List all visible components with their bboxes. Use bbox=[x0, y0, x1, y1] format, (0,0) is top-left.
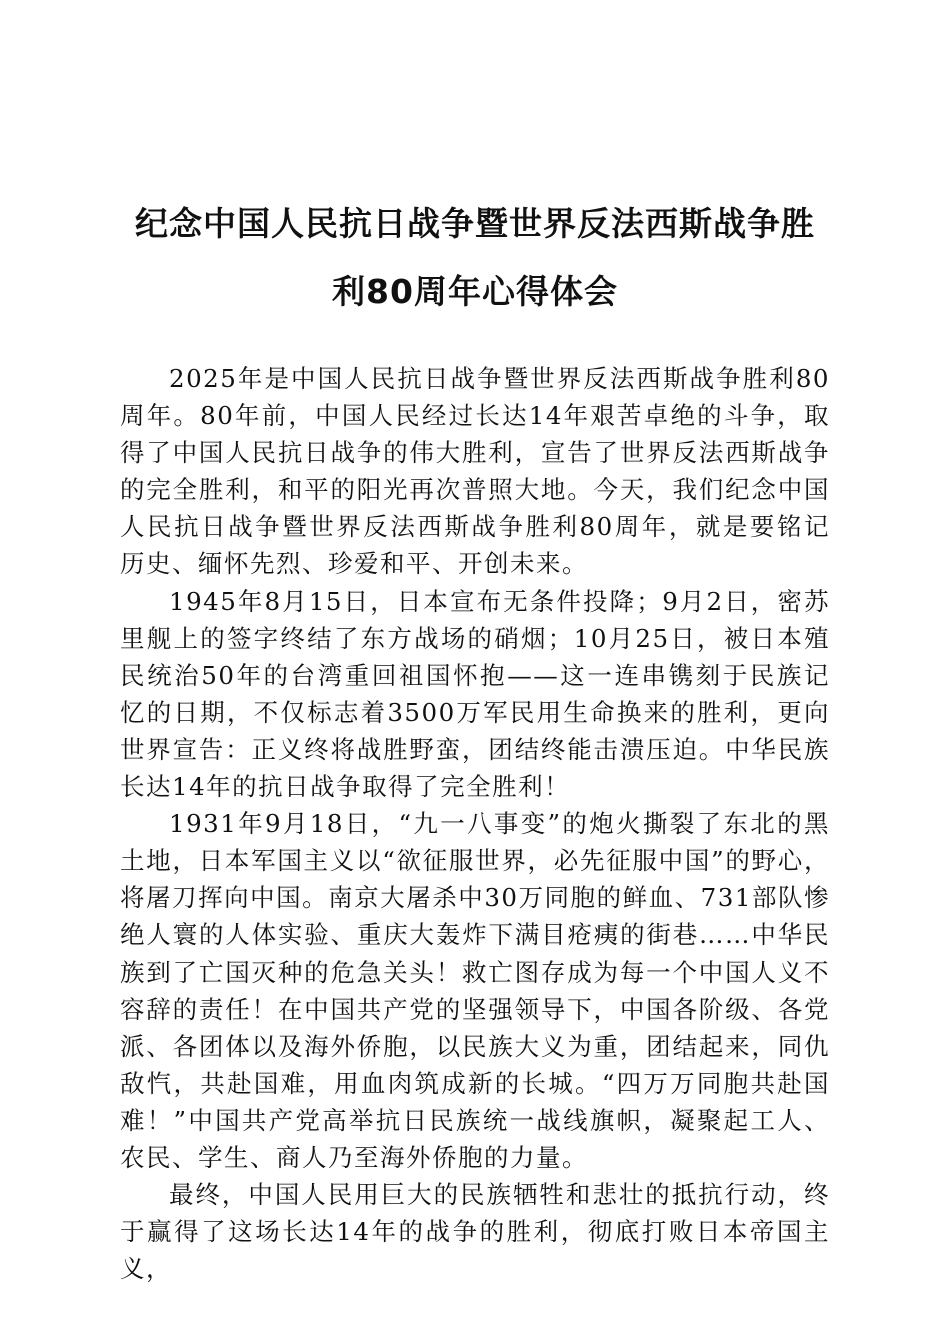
title-line-1: 纪念中国人民抗日战争暨世界反法西斯战争胜 bbox=[135, 204, 815, 243]
title-line-2: 利80周年心得体会 bbox=[332, 272, 618, 311]
paragraph-3: 1931年9月18日，“九一八事变”的炮火撕裂了东北的黑土地，日本军国主义以“欲征服世界，必先征服中国”的野心，将屠刀挥向中国。南京大屠杀中30万同胞的鲜血、731部队惨绝人寰的人体实验、重庆大轰炸下满目疮痍的街巷……中华民族到了亡国灭种的危急关头！救亡图存成为每一个中国人义不容辞的责任！在中国共产党的坚强领导下，中国各阶级、各党派、各团体以及海外侨胞，以民族大义为重，团结起来，同仇敌忾，共赴国难，用血肉筑成新的长城。“四万万同胞共赴国难！”中国共产党高举抗日民族统一战线旗帜，凝聚起工人、农民、学生、商人乃至海外侨胞的力量。 bbox=[120, 809, 830, 1172]
paragraph-4: 最终，中国人民用巨大的民族牺牲和悲壮的抵抗行动，终于赢得了这场长达14年的战争的胜利，彻底打败日本帝国主义， bbox=[120, 1180, 830, 1284]
paragraph-2: 1945年8月15日，日本宣布无条件投降；9月2日，密苏里舰上的签字终结了东方战场的硝烟；10月25日，被日本殖民统治50年的台湾重回祖国怀抱——这一连串镌刻于民族记忆的日期，不仅标志着3500万军民用生命换来的胜利，更向世界宣告：正义终将战胜野蛮，团结终能击溃压迫。中华民族长达14年的抗日战争取得了完全胜利！ bbox=[120, 586, 830, 802]
document-title bbox=[100, 190, 850, 326]
document-body bbox=[120, 360, 830, 1287]
paragraph-1: 2025年是中国人民抗日战争暨世界反法西斯战争胜利80周年。80年前，中国人民经过长达14年艰苦卓绝的斗争，取得了中国人民抗日战争的伟大胜利，宣告了世界反法西斯战争的完全胜利，和平的阳光再次普照大地。今天，我们纪念中国人民抗日战争暨世界反法西斯战争胜利80周年，就是要铭记历史、缅怀先烈、珍爱和平、开创未来。 bbox=[120, 364, 830, 579]
